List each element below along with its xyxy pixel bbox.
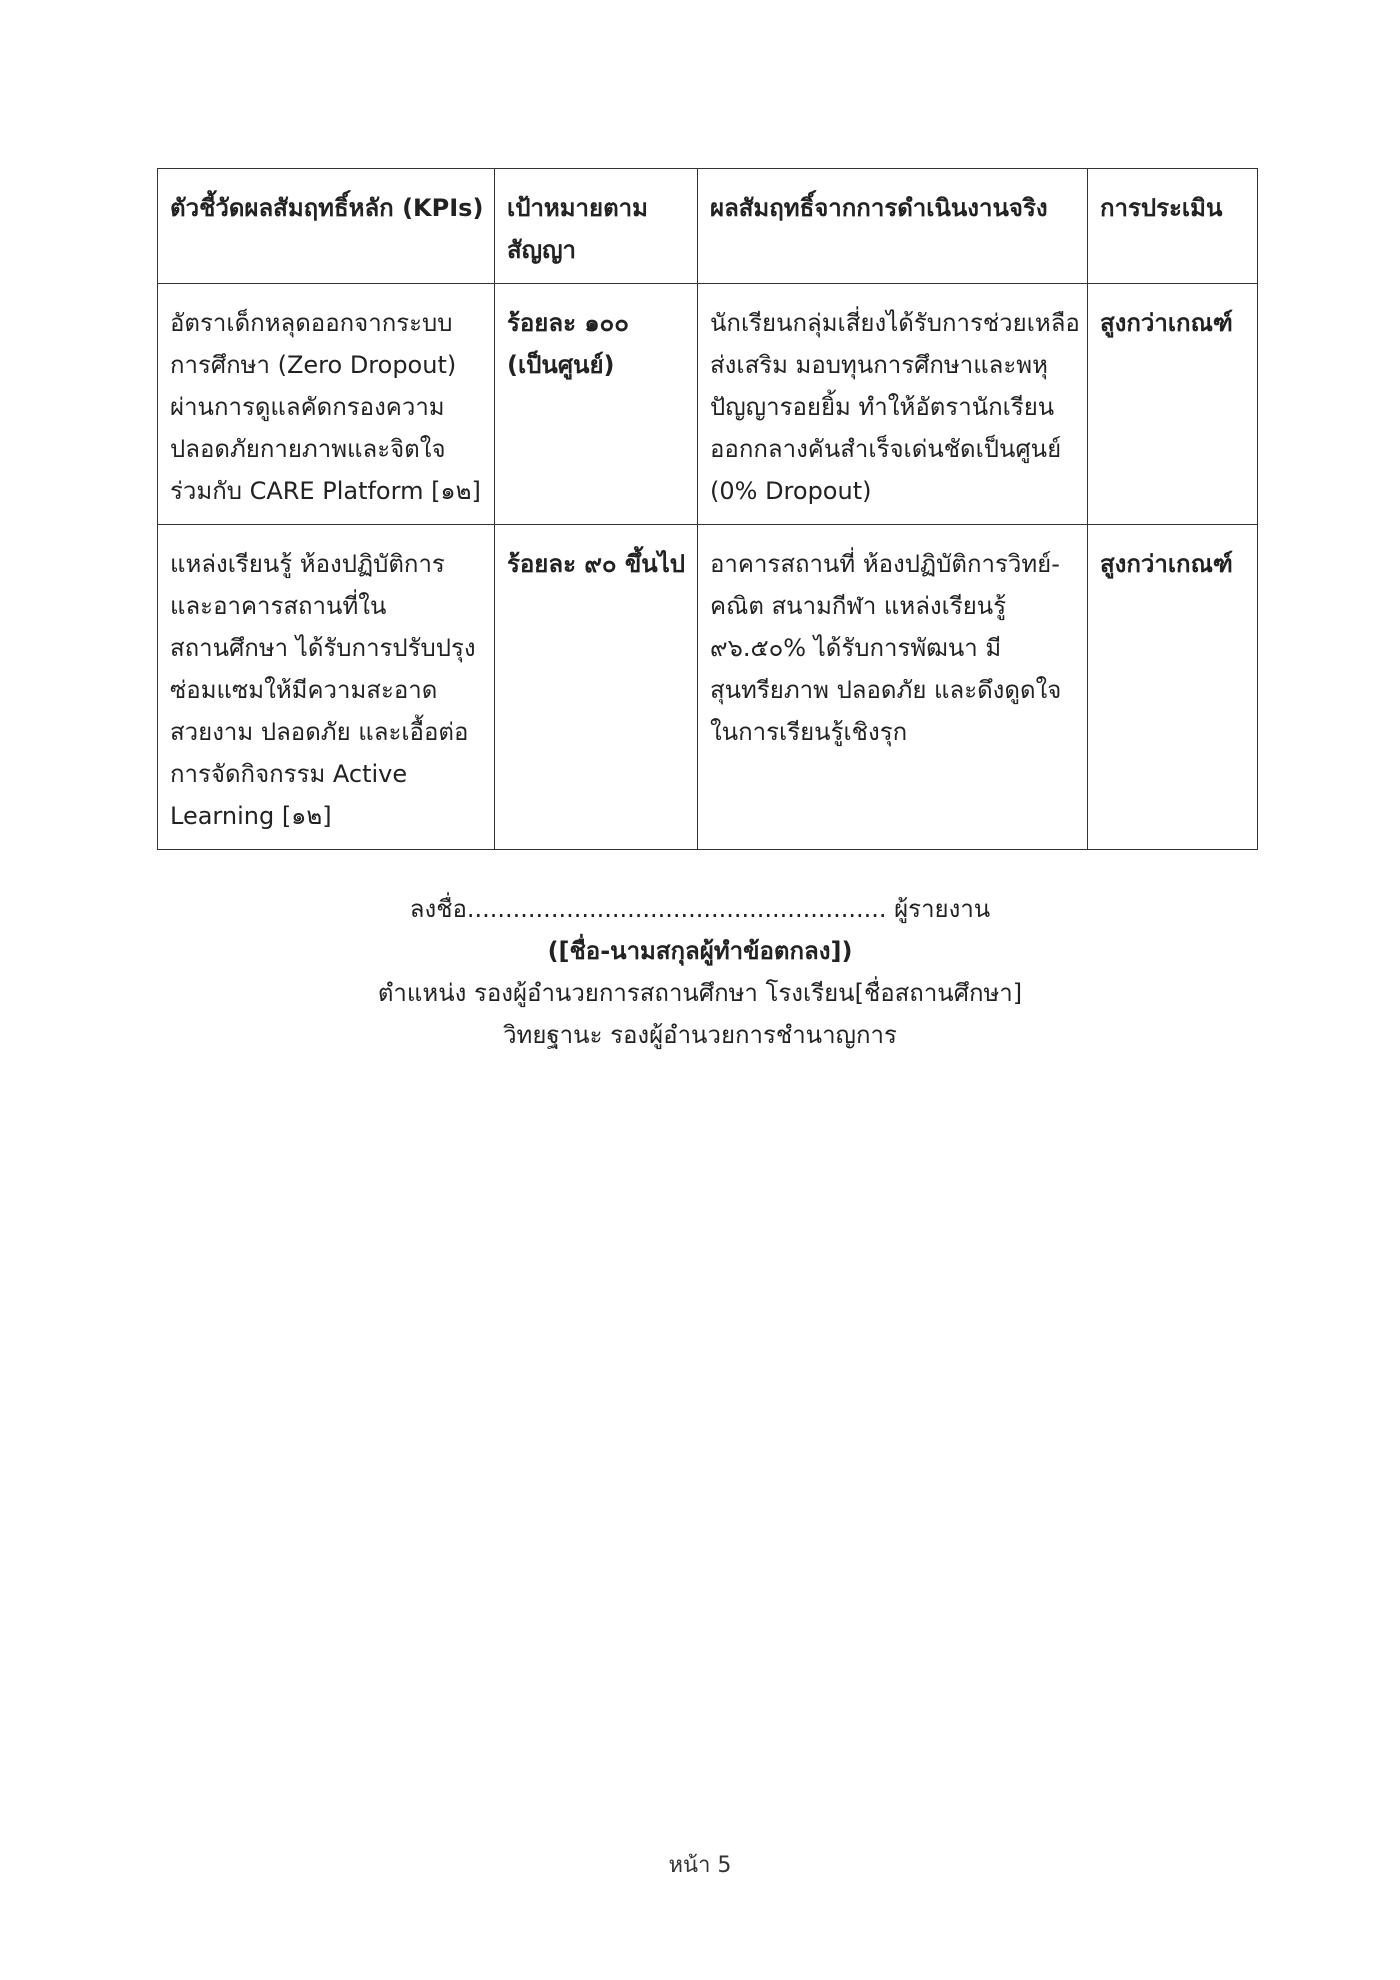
kpi-table (157, 168, 1258, 850)
result-line: ในการเรียนรู้เชิงรุก (710, 718, 908, 746)
kpi-line: แหล่งเรียนรู้ ห้องปฏิบัติการ (170, 550, 445, 578)
header-evaluation (1088, 169, 1258, 284)
result-line: ปัญญารอยยิ้ม ทำให้อัตรานักเรียน (710, 393, 1055, 421)
target-line: ร้อยละ ๙๐ ขึ้นไป (507, 550, 686, 578)
result-line: ส่งเสริม มอบทุนการศึกษาและพหุ (710, 351, 1048, 379)
kpi-line: การศึกษา (Zero Dropout) (170, 351, 457, 379)
table-row (158, 284, 1258, 525)
header-result-line: ผลสัมฤทธิ์จากการดำเนินงานจริง (710, 194, 1048, 222)
kpi-line: และอาคารสถานที่ใน (170, 592, 387, 620)
result-line: ออกกลางคันสำเร็จเด่นชัดเป็นศูนย์ (710, 435, 1062, 463)
target-cell (495, 284, 698, 525)
target-cell (495, 525, 698, 850)
evaluation-cell (1088, 284, 1258, 525)
header-result (698, 169, 1088, 284)
kpi-line: ร่วมกับ CARE Platform [๑๒] (170, 477, 481, 505)
result-line: คณิต สนามกีฬา แหล่งเรียนรู้ (710, 592, 1007, 620)
result-line: นักเรียนกลุ่มเสี่ยงได้รับการช่วยเหลือ (710, 309, 1080, 337)
kpi-line: ผ่านการดูแลคัดกรองความ (170, 393, 445, 421)
result-line: ๙๖.๕๐% ได้รับการพัฒนา มี (710, 634, 1002, 662)
kpi-line: ซ่อมแซมให้มีความสะอาด (170, 676, 438, 704)
evaluation-line: สูงกว่าเกณฑ์ (1100, 550, 1233, 578)
header-target-line: เป้าหมายตาม (507, 194, 648, 222)
target-line: ร้อยละ ๑๐๐ (507, 309, 629, 337)
table-header-row (158, 169, 1258, 284)
kpi-line: สถานศึกษา ได้รับการปรับปรุง (170, 634, 476, 662)
header-evaluation-line: การประเมิน (1100, 194, 1223, 222)
kpi-line: ปลอดภัยกายภาพและจิตใจ (170, 435, 446, 463)
result-line: อาคารสถานที่ ห้องปฏิบัติการวิทย์- (710, 550, 1060, 578)
kpi-cell (158, 525, 495, 850)
kpi-line: การจัดกิจกรรม Active (170, 760, 408, 788)
target-line: (เป็นศูนย์) (507, 351, 615, 379)
evaluation-line: สูงกว่าเกณฑ์ (1100, 309, 1233, 337)
signature-line: ลงชื่อ....................................................... ผู้รายงาน (409, 895, 991, 923)
header-kpi-line: ตัวชี้วัดผลสัมฤทธิ์หลัก (KPIs) (170, 194, 484, 222)
kpi-line: อัตราเด็กหลุดออกจากระบบ (170, 309, 453, 337)
result-line: สุนทรียภาพ ปลอดภัย และดึงดูดใจ (710, 676, 1062, 704)
header-target (495, 169, 698, 284)
result-line: (0% Dropout) (710, 477, 872, 505)
signature-block (0, 888, 1400, 1056)
page-number: หน้า 5 (668, 1853, 732, 1878)
signer-position: ตำแหน่ง รองผู้อำนวยการสถานศึกษา โรงเรียน[ชื่อสถานศึกษา] (377, 979, 1023, 1007)
kpi-line: Learning [๑๒] (170, 802, 332, 830)
header-target-line: สัญญา (507, 236, 577, 264)
evaluation-cell (1088, 525, 1258, 850)
signer-academic-standing: วิทยฐานะ รองผู้อำนวยการชำนาญการ (503, 1021, 897, 1049)
kpi-cell (158, 284, 495, 525)
table-row (158, 525, 1258, 850)
header-kpi (158, 169, 495, 284)
result-cell (698, 284, 1088, 525)
result-cell (698, 525, 1088, 850)
kpi-line: สวยงาม ปลอดภัย และเอื้อต่อ (170, 718, 469, 746)
signer-name: ([ชื่อ-นามสกุลผู้ทำข้อตกลง]) (547, 937, 853, 965)
